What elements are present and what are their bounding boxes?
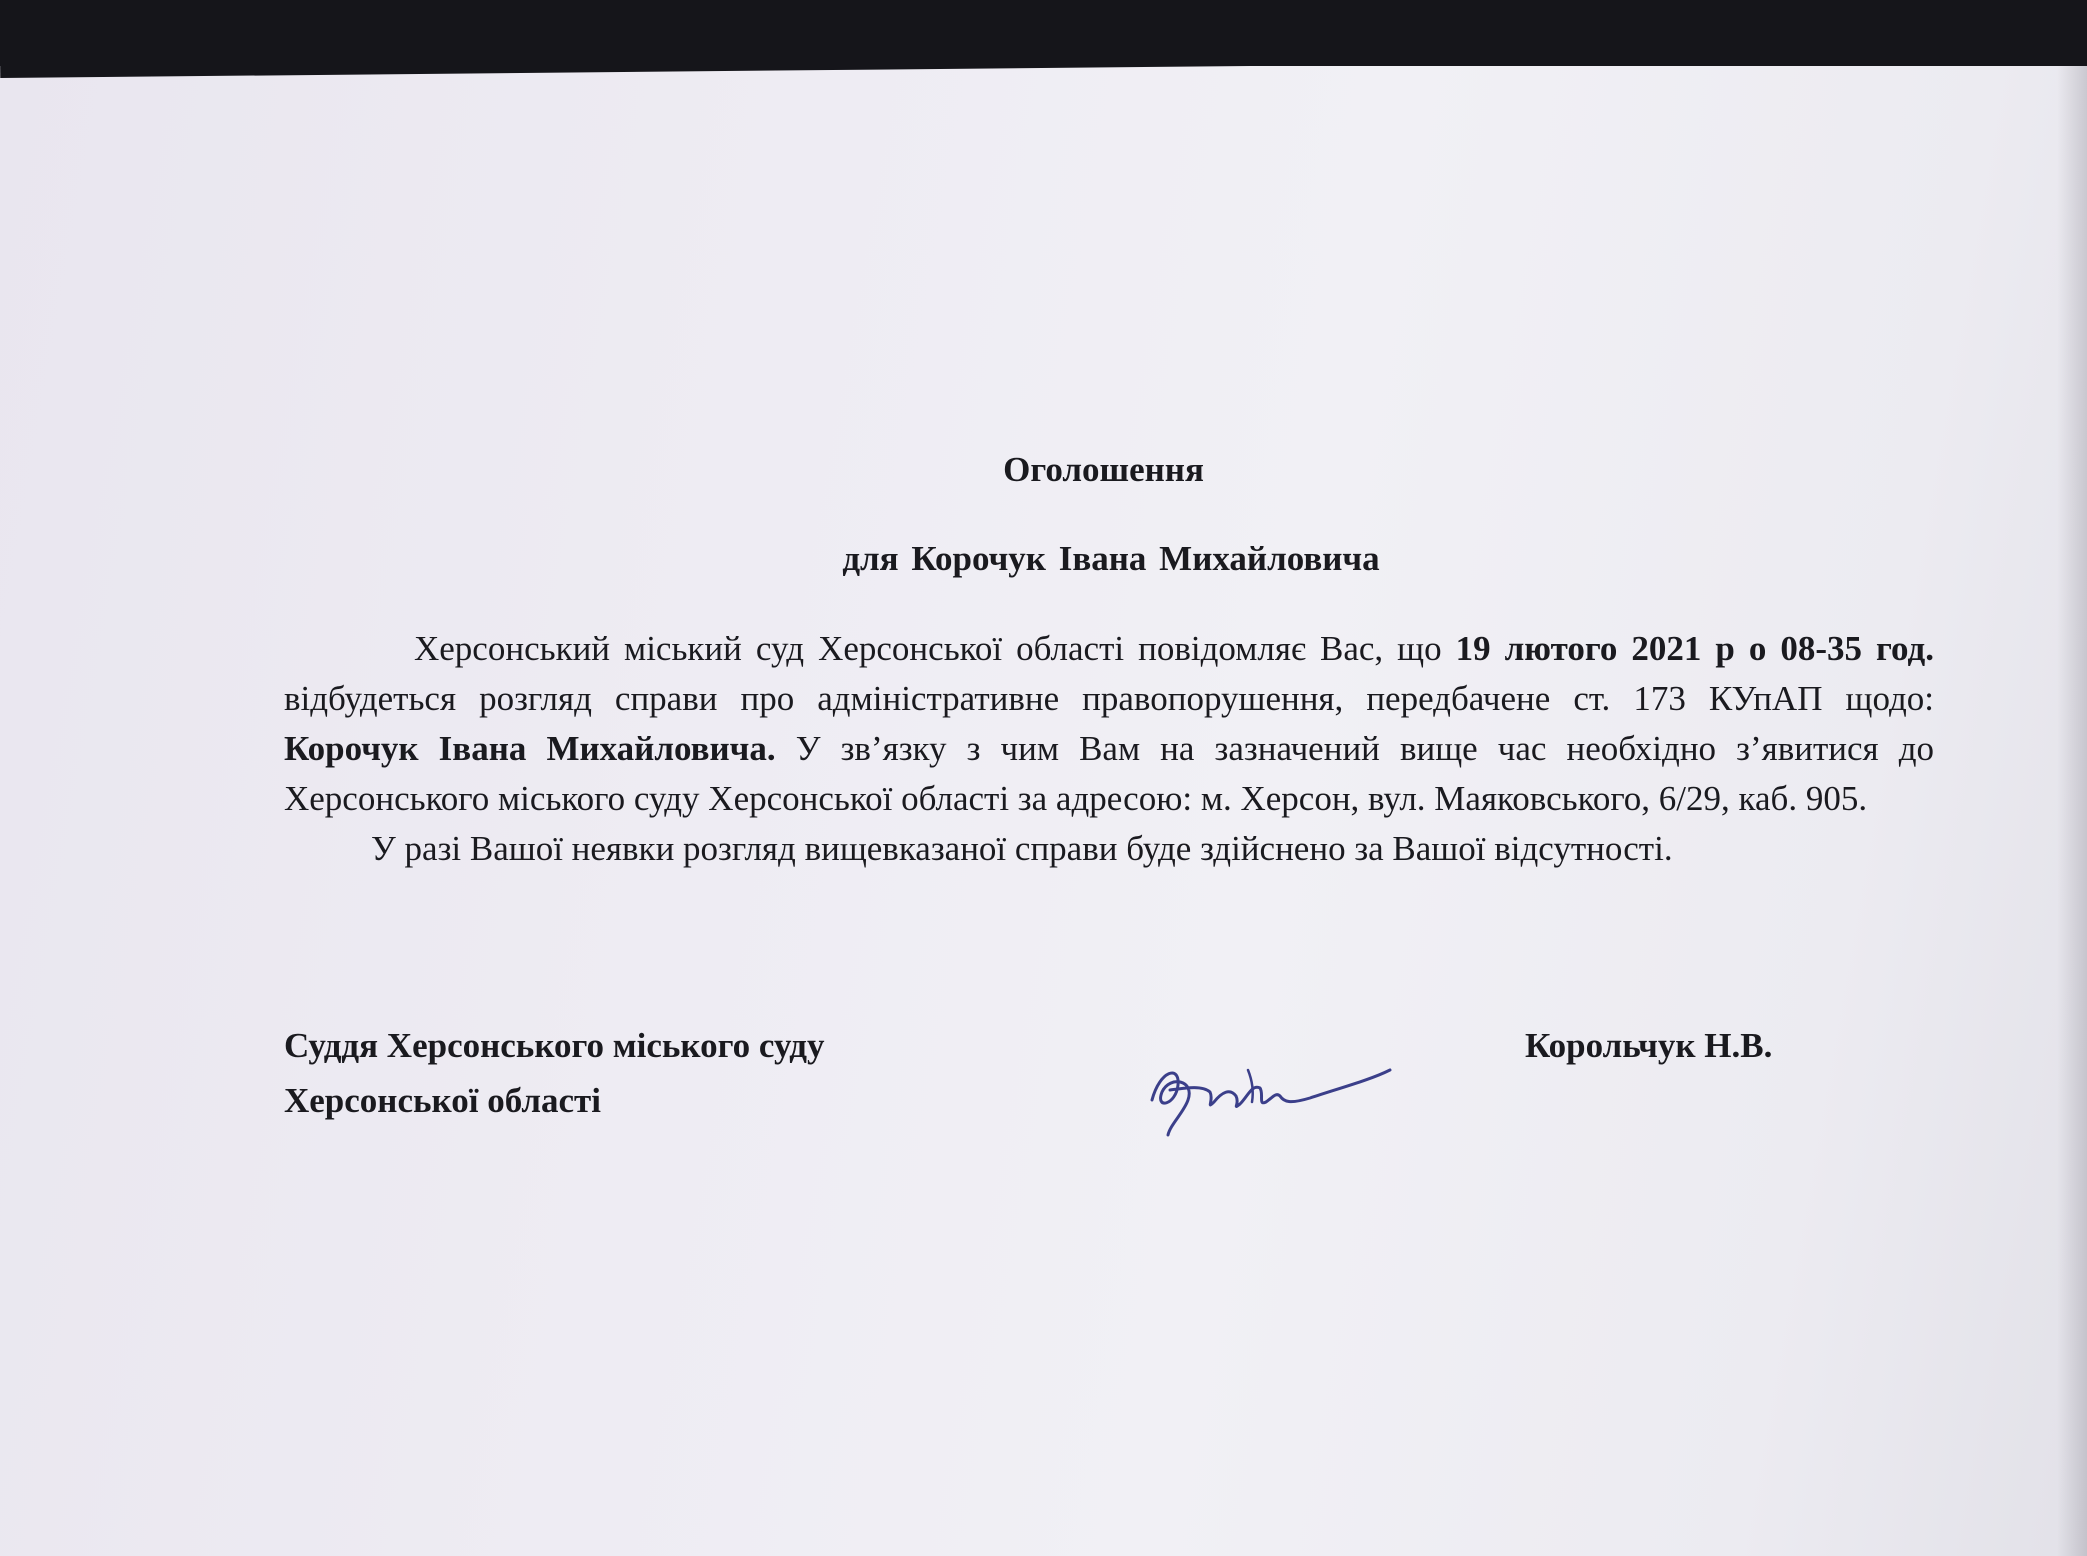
document-body [284, 624, 1934, 874]
paragraph-absence-warning: У разі Вашої неявки розгляд вищевказаної справи буде здійснено за Вашої відсутності. [371, 829, 1673, 868]
notice-text-part2: відбудеться розгляд справи про адміністративне правопорушення, передбачене ст. 173 КУпАП щодо: [284, 679, 1934, 718]
judge-name: Корольчук Н.В. [1525, 1026, 1773, 1065]
paragraph-notice [284, 624, 1934, 824]
document-recipient: для Корочук Івана Михайловича [842, 539, 1380, 578]
handwritten-signature [1140, 1030, 1400, 1140]
hearing-date: 19 лютого 2021 р о 08-35 год. [1455, 629, 1934, 668]
document-title: Оголошення [1003, 450, 1204, 489]
judge-position [284, 1018, 824, 1128]
defendant-name: Корочук Івана Михайловича. [284, 729, 776, 768]
judge-position-line1: Суддя Херсонського міського суду [284, 1026, 825, 1065]
judge-position-line2: Херсонської області [284, 1081, 601, 1120]
notice-text-part3: У зв’язку з чим Вам на зазначений вище час необхідно з’явитися до Херсонського міського суду Херсонської області за адресою: м. Херсон, вул. Маяковського, 6/29, каб. 905. [284, 729, 1934, 818]
notice-text-part1: Херсонський міський суд Херсонської області повідомляє Вас, що [414, 629, 1456, 668]
